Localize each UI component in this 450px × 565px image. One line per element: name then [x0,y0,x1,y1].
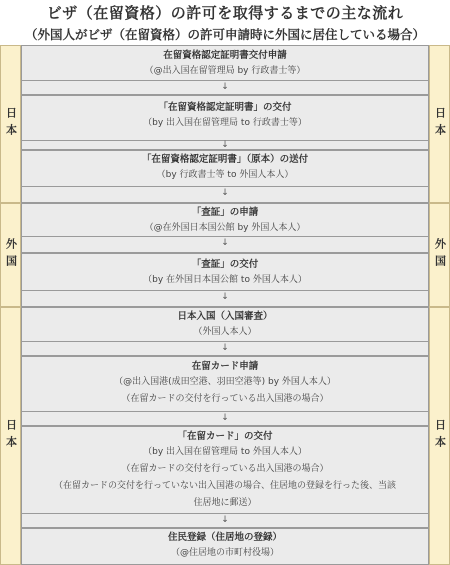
step-detail: （by 出入国在留管理局 to 外国人本人） [143,447,307,457]
flow-arrow: ↓ [21,412,429,426]
section-label-text: 日本 [433,419,447,453]
step-title: 「在留資格認定証明書」の交付 [158,102,292,113]
step-title: 「査証」の申請 [191,207,259,218]
step-detail: 住居地に郵送） [193,498,257,508]
flow-arrow: ↓ [21,187,429,203]
flow-step [21,150,429,187]
step-title: 日本入国（入国審査） [177,311,273,322]
section-label-foreign-left [0,203,21,307]
step-title: 「在留資格認定証明書」（原本）の送付 [141,154,309,165]
flow-step [21,426,429,514]
step-title: 在留資格認定証明書交付申請 [163,50,287,61]
section-label-japan-right [429,45,450,203]
section-label-text: 外国 [433,238,447,272]
section-label-japan-left [0,45,21,203]
step-title: 「在留カード」の交付 [177,431,273,442]
step-detail: （在留カードの交付を行っていない出入国港の場合、住居地の登録を行った後、当該 [53,481,396,491]
page-title: ビザ（在留資格）の許可を取得するまでの主な流れ [46,4,404,22]
flow-step [21,203,429,237]
section-label-text: 外国 [4,238,18,272]
step-detail: （外国人本人） [193,327,257,337]
step-detail: （by 出入国在留管理局 to 行政書士等） [143,118,307,128]
step-detail: （在留カードの交付を行っている出入国港の場合） [121,394,329,404]
step-title: 住民登録（住居地の登録） [167,532,282,543]
section-label-text: 日本 [4,419,18,453]
section-label-japan2-right [429,307,450,565]
step-title: 在留カード申請 [191,361,259,372]
step-detail: （@在外国日本国公館 by 外国人本人） [144,223,306,233]
step-detail: （@出入国港(成田空港、羽田空港等) by 外国人本人） [114,377,336,387]
flow-column [21,0,429,565]
flow-step [21,528,429,565]
step-detail: （@住居地の市町村役場） [170,548,279,558]
section-label-japan2-left [0,307,21,565]
step-detail: （@出入国在留管理局 by 行政書士等） [144,66,306,76]
step-detail: （by 在外国日本国公館 to 外国人本人） [143,275,307,285]
section-label-text: 日本 [433,107,447,141]
flow-arrow: ↓ [21,291,429,307]
flow-arrow: ↓ [21,81,429,95]
step-title: 「査証」の交付 [191,259,259,270]
section-label-text: 日本 [4,107,18,141]
flow-arrow: ↓ [21,141,429,150]
flow-arrow: ↓ [21,342,429,356]
flow-step [21,307,429,342]
flow-step [21,356,429,412]
flow-step [21,253,429,291]
flow-arrow: ↓ [21,514,429,528]
step-detail: （在留カードの交付を行っている出入国港の場合） [121,464,329,474]
step-detail: （by 行政書士等 to 外国人本人） [156,170,294,180]
flow-step [21,45,429,81]
flow-arrow: ↓ [21,237,429,253]
flow-step [21,95,429,141]
section-label-foreign-right [429,203,450,307]
page-subtitle: （外国人がビザ（在留資格）の許可申請時に外国に居住している場合） [24,27,425,42]
